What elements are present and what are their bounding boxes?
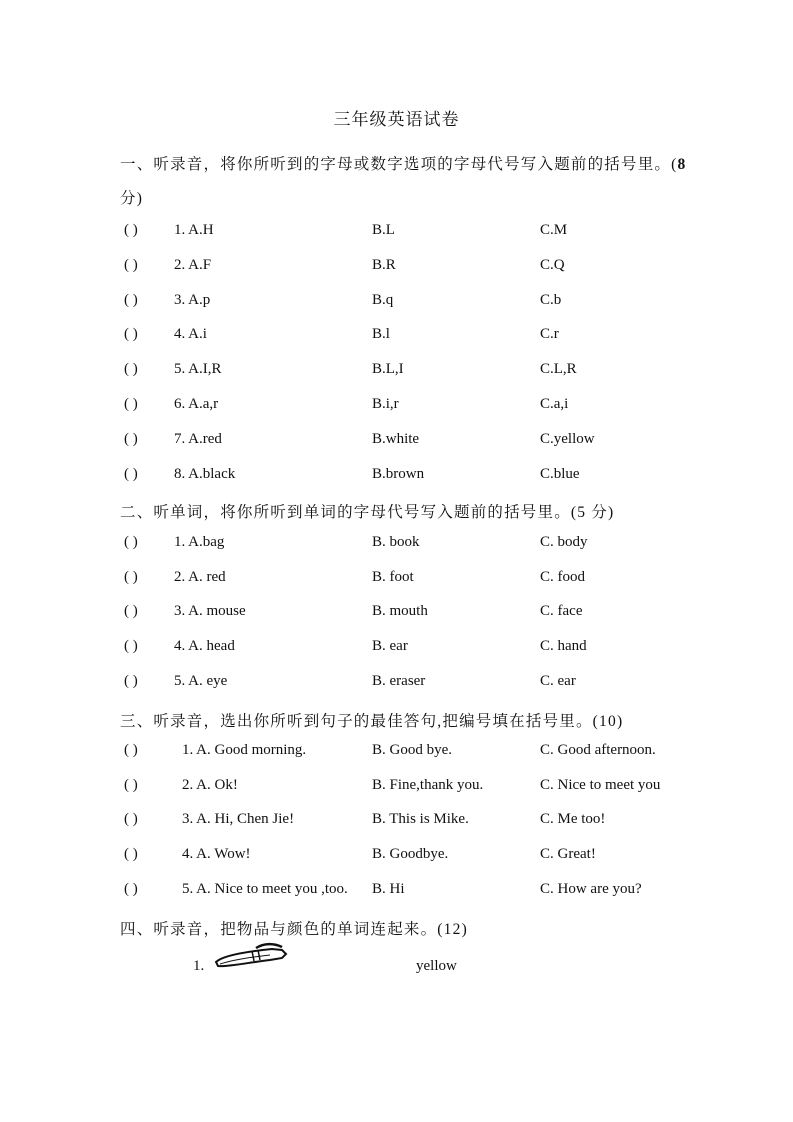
- option-b: B.brown: [372, 465, 425, 482]
- option-b: B.R: [372, 256, 396, 273]
- option-c: C. hand: [540, 638, 587, 655]
- section1-heading: [120, 152, 686, 174]
- option-a: 2. A. Ok!: [182, 776, 238, 793]
- option-a: 1. A.H: [174, 222, 214, 238]
- option-b: B. Good bye.: [372, 742, 452, 758]
- option-b: B. foot: [372, 568, 414, 585]
- option-a: 7. A.red: [174, 430, 222, 447]
- option-a: 6. A.a,r: [174, 396, 219, 412]
- answer-blank[interactable]: ( ): [124, 603, 138, 620]
- section1-heading-score: 8: [677, 156, 687, 173]
- answer-blank[interactable]: ( ): [124, 361, 138, 378]
- option-b: B. ear: [372, 638, 408, 655]
- option-b: B. Hi: [372, 880, 405, 897]
- option-b: B.white: [372, 430, 420, 447]
- answer-blank[interactable]: ( ): [124, 256, 138, 273]
- option-c: C. body: [540, 534, 588, 550]
- option-a: 8. A.black: [174, 465, 236, 482]
- answer-blank[interactable]: ( ): [124, 811, 138, 828]
- answer-blank[interactable]: ( ): [124, 776, 138, 793]
- option-b: B.l: [372, 326, 390, 343]
- answer-blank[interactable]: ( ): [124, 638, 138, 655]
- option-b: B. This is Mike.: [372, 811, 469, 828]
- answer-blank[interactable]: ( ): [124, 742, 138, 758]
- answer-blank[interactable]: ( ): [124, 846, 138, 863]
- option-c: C.Q: [540, 256, 565, 273]
- option-a: 1. A. Good morning.: [182, 742, 307, 758]
- answer-blank[interactable]: ( ): [124, 291, 138, 308]
- option-b: B.L: [372, 222, 395, 238]
- section1-heading-text: 一、听录音，将你所听到的字母或数字选项的字母代号写入题前的括号里。(: [120, 156, 678, 173]
- option-c: C.L,R: [540, 361, 577, 378]
- answer-blank[interactable]: ( ): [124, 672, 138, 689]
- option-b: B. mouth: [372, 603, 428, 620]
- option-a: 5. A. eye: [174, 672, 228, 689]
- answer-blank[interactable]: ( ): [124, 465, 138, 482]
- section3-heading: 三、听录音，选出你所听到句子的最佳答句,把编号填在括号里。(10): [120, 713, 624, 730]
- page-title: 三年级英语试卷: [333, 110, 460, 129]
- answer-blank[interactable]: ( ): [124, 430, 138, 447]
- match-item-number: 1.: [193, 958, 205, 974]
- answer-blank[interactable]: ( ): [124, 568, 138, 585]
- option-c: C. Great!: [540, 846, 596, 863]
- option-b: B.q: [372, 291, 394, 308]
- option-a: 2. A. red: [174, 568, 226, 585]
- option-c: C. ear: [540, 672, 576, 689]
- option-c: C.blue: [540, 465, 580, 482]
- option-c: C. How are you?: [540, 880, 642, 897]
- option-c: C. face: [540, 603, 583, 620]
- match-color-word: yellow: [416, 958, 457, 974]
- option-a: 3. A. mouse: [174, 603, 246, 620]
- option-c: C.a,i: [540, 396, 569, 412]
- option-c: C. food: [540, 568, 585, 585]
- option-c: C.yellow: [540, 430, 595, 447]
- section4-heading: 四、听录音，把物品与颜色的单词连起来。(12): [120, 921, 468, 938]
- option-b: B.i,r: [372, 396, 399, 412]
- section2-heading: 二、听单词，将你所听到单词的字母代号写入题前的括号里。(5 分): [120, 504, 615, 521]
- option-c: C. Nice to meet you: [540, 776, 661, 793]
- option-b: B.L,I: [372, 361, 404, 378]
- option-c: C. Good afternoon.: [540, 742, 656, 758]
- option-c: C.r: [540, 326, 559, 343]
- option-b: B. Fine,thank you.: [372, 776, 484, 793]
- option-a: 3. A.p: [174, 291, 211, 308]
- option-a: 1. A.bag: [174, 534, 225, 550]
- section1-heading-cont: 分): [120, 190, 144, 207]
- option-a: 4. A. head: [174, 638, 235, 655]
- answer-blank[interactable]: ( ): [124, 880, 138, 897]
- option-b: B. eraser: [372, 672, 426, 689]
- answer-blank[interactable]: ( ): [124, 534, 138, 550]
- answer-blank[interactable]: ( ): [124, 326, 138, 343]
- option-a: 3. A. Hi, Chen Jie!: [182, 811, 295, 828]
- option-a: 4. A. Wow!: [182, 846, 251, 863]
- pen-icon: [212, 940, 290, 970]
- option-c: C. Me too!: [540, 811, 606, 828]
- option-c: C.b: [540, 291, 562, 308]
- option-a: 5. A. Nice to meet you ,too.: [182, 880, 348, 897]
- answer-blank[interactable]: ( ): [124, 222, 138, 238]
- answer-blank[interactable]: ( ): [124, 396, 138, 412]
- option-a: 5. A.I,R: [174, 361, 222, 378]
- option-c: C.M: [540, 222, 568, 238]
- option-a: 2. A.F: [174, 256, 212, 273]
- option-b: B. book: [372, 534, 420, 550]
- option-a: 4. A.i: [174, 326, 207, 343]
- option-b: B. Goodbye.: [372, 846, 449, 863]
